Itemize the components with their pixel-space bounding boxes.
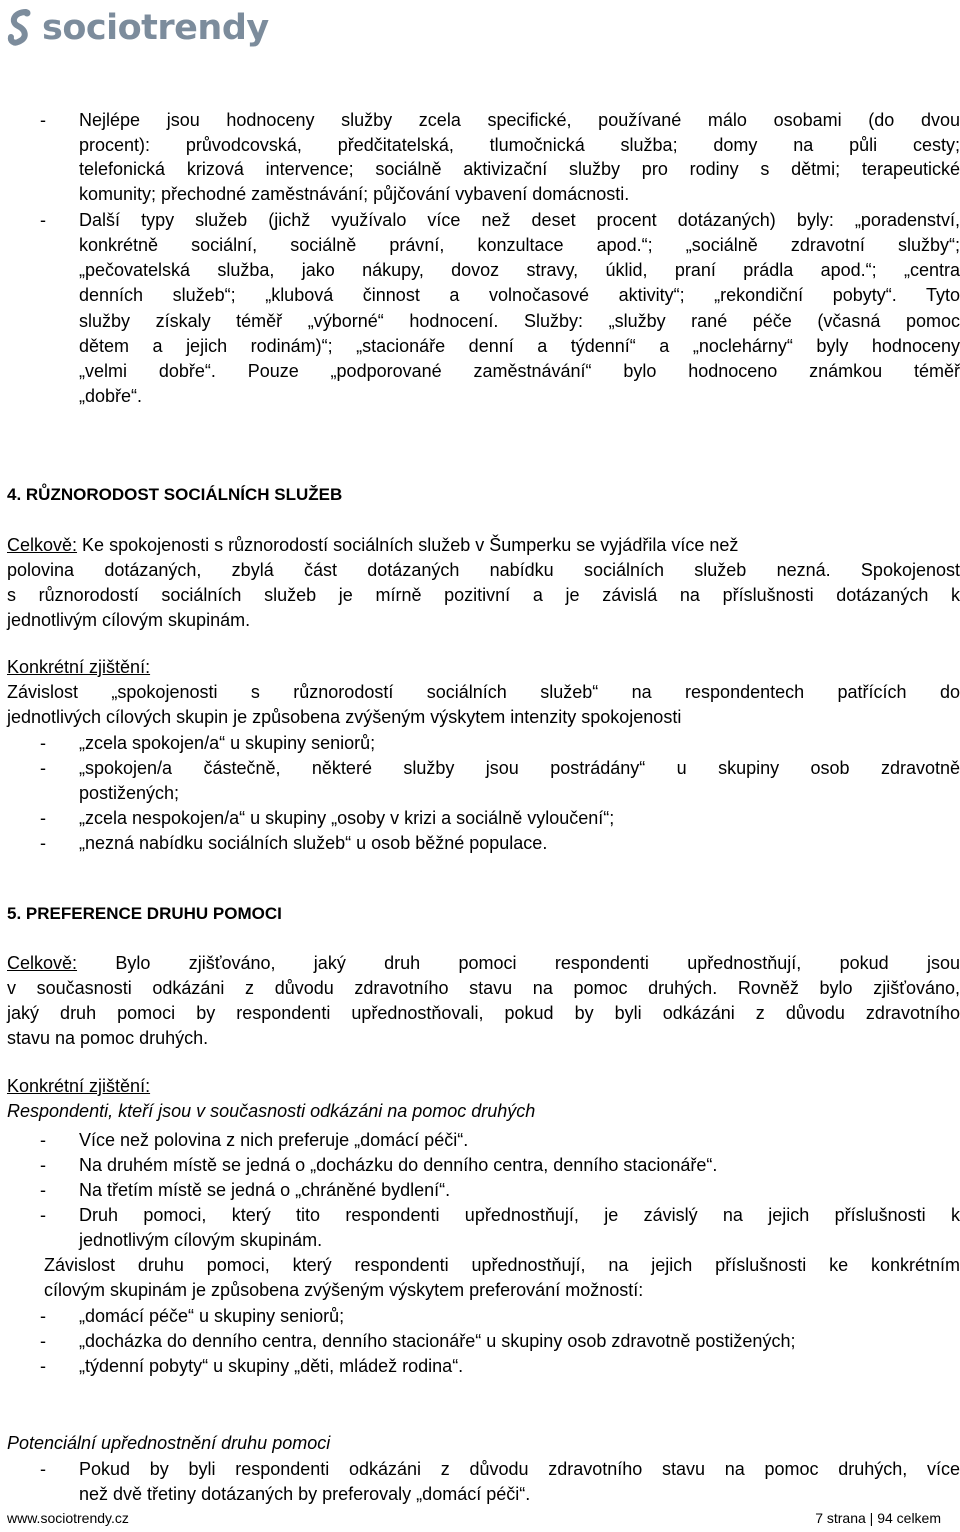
list-dash: - — [40, 833, 46, 853]
list-dash: - — [40, 733, 46, 753]
section-heading: 5. PREFERENCE DRUHU POMOCI — [7, 904, 282, 923]
list-item: „domácí péče“ u skupiny seniorů; — [79, 1306, 345, 1326]
list-item: „zcela nespokojen/a“ u skupiny „osoby v krizi a sociálně vyloučení“; — [79, 808, 615, 828]
summary-label: Celkově: — [7, 535, 78, 555]
list-item: „spokojen/a částečně, některé služby jsou postrádány“ u skupiny osob zdravotně — [79, 758, 960, 778]
text-line: Další typy služeb (jichž využívalo více než deset procent dotázaných) byly: „poradenství, — [79, 210, 960, 230]
findings-label: Konkrétní zjištění: — [7, 1076, 151, 1096]
list-dash: - — [40, 1306, 46, 1326]
text-line: Ke spokojenosti s různorodostí sociálních služeb v Šumperku se vyjádřila více než — [82, 535, 739, 555]
list-item: Na třetím místě se jedná o „chráněné bydlení“. — [79, 1180, 451, 1200]
list-item: „docházka do denního centra, denního stacionáře“ u skupiny osob zdravotně postižených; — [79, 1331, 796, 1351]
text-line: jaký druh pomoci by respondenti upřednostňovali, pokud by byli odkázáni z důvodu zdravotního — [7, 1003, 960, 1023]
list-dash: - — [40, 1356, 46, 1376]
text-line: polovina dotázaných, zbylá část dotázaných nabídku sociálních služeb nezná. Spokojenost — [7, 560, 960, 580]
text-line: „velmi dobře“. Pouze „podporované zaměstnávání“ bylo hodnoceno známkou téměř — [79, 361, 960, 381]
list-item-continuation: jednotlivým cílovým skupinám. — [79, 1230, 323, 1250]
text-line: Závislost druhu pomoci, který respondenti upřednostňují, na jejich příslušnosti ke konkrétním — [44, 1255, 960, 1275]
text-line: s různorodostí sociálních služeb je mírně pozitivní a je závislá na příslušnosti dotázaných k — [7, 585, 960, 605]
text-line: konkrétně sociální, sociálně právní, konzultace apod.“; „sociálně zdravotní služby“; — [79, 235, 960, 255]
list-item: „týdenní pobyty“ u skupiny „děti, mládež rodina“. — [79, 1356, 464, 1376]
text-line: jednotlivým cílovým skupinám. — [7, 610, 251, 630]
logo-wordmark: sociotrendy — [42, 7, 269, 48]
sociotrendy-logo — [6, 2, 269, 54]
summary-label: Celkově: — [7, 953, 78, 973]
text-line: dětem a jejich rodinám)“; „stacionáře denní a týdenní“ a „noclehárny“ byly hodnoceny — [79, 336, 960, 356]
list-item: „nezná nabídku sociálních služeb“ u osob běžné populace. — [79, 833, 548, 853]
text-line: Bylo zjišťováno, jaký druh pomoci respondenti upřednostňují, pokud jsou — [115, 953, 960, 973]
list-item-continuation: než dvě třetiny dotázaných by preferovaly „domácí péči“. — [79, 1484, 531, 1504]
sociotrendy-swirl-icon — [6, 8, 36, 48]
summary-first-line — [7, 951, 960, 975]
summary-first-line — [7, 533, 960, 557]
list-dash: - — [40, 1180, 46, 1200]
text-line: Závislost „spokojenosti s různorodostí sociálních služeb“ na respondentech patřících do — [7, 682, 960, 702]
text-line: „dobře“. — [79, 386, 143, 406]
list-dash: - — [40, 758, 46, 778]
findings-label: Konkrétní zjištění: — [7, 657, 151, 677]
list-item: Více než polovina z nich preferuje „domácí péči“. — [79, 1130, 469, 1150]
text-line: telefonická krizová intervence; sociálně aktivizační služby pro rodiny s dětmi; terapeutické — [79, 159, 960, 179]
text-line: služby získaly téměř „výborné“ hodnocení. Služby: „služby rané péče (včasná pomoc — [79, 311, 960, 331]
text-line: komunity; přechodné zaměstnávání; půjčování vybavení domácnosti. — [79, 184, 630, 204]
text-line: „pečovatelská služba, jako nákupy, dovoz stravy, úklid, praní prádla apod.“; „centra — [79, 260, 960, 280]
subheading: Respondenti, kteří jsou v současnosti odkázáni na pomoc druhých — [7, 1101, 536, 1121]
list-dash: - — [40, 1459, 46, 1479]
list-dash: - — [40, 808, 46, 828]
text-line: jednotlivých cílových skupin je způsobena zvýšeným výskytem intenzity spokojenosti — [7, 707, 682, 727]
text-line: procent): průvodcovská, předčitatelská, tlumočnická služba; domy na půli cesty; — [79, 135, 960, 155]
list-dash: - — [40, 1155, 46, 1175]
list-item: Na druhém místě se jedná o „docházku do denního centra, denního stacionáře“. — [79, 1155, 718, 1175]
list-item: „zcela spokojen/a“ u skupiny seniorů; — [79, 733, 376, 753]
section-heading: 4. RŮZNORODOST SOCIÁLNÍCH SLUŽEB — [7, 485, 343, 504]
footer-url[interactable]: www.sociotrendy.cz — [7, 1510, 129, 1526]
list-dash: - — [40, 1331, 46, 1351]
list-item: Druh pomoci, který tito respondenti upřednostňují, je závislý na jejich příslušnosti k — [79, 1205, 960, 1225]
footer-page-number: 7 strana | 94 celkem — [815, 1510, 941, 1526]
text-line: v současnosti odkázáni z důvodu zdravotního stavu na pomoc druhých. Rovněž bylo zjišťováno, — [7, 978, 960, 998]
text-line: cílovým skupinám je způsobena zvýšeným výskytem preferování možností: — [44, 1280, 644, 1300]
list-dash: - — [40, 110, 46, 130]
potential-heading: Potenciální upřednostnění druhu pomoci — [7, 1433, 331, 1453]
text-line: Nejlépe jsou hodnoceny služby zcela specifické, používané málo osobami (do dvou — [79, 110, 960, 130]
list-item: Pokud by byli respondenti odkázáni z důvodu zdravotního stavu na pomoc druhých, více — [79, 1459, 960, 1479]
text-line: stavu na pomoc druhých. — [7, 1028, 209, 1048]
text-line: denních služeb“; „klubová činnost a volnočasové aktivity“; „rekondiční pobyty“. Tyto — [79, 285, 960, 305]
list-dash: - — [40, 210, 46, 230]
list-dash: - — [40, 1205, 46, 1225]
list-item-continuation: postižených; — [79, 783, 180, 803]
list-dash: - — [40, 1130, 46, 1150]
